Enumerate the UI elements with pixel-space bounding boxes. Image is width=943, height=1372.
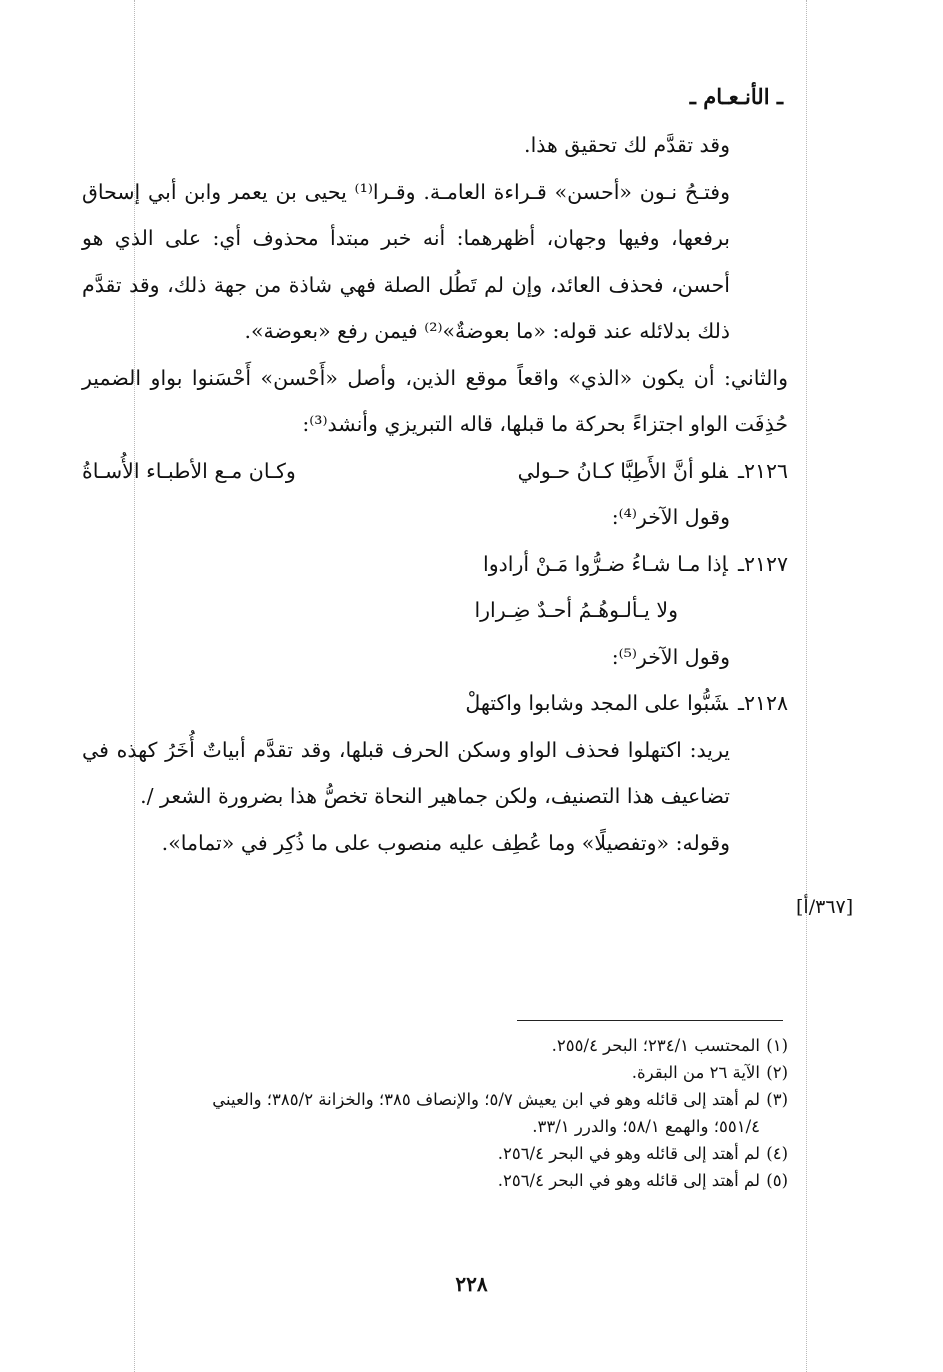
footnote: [82, 1032, 788, 1059]
verse-first-hemistich: شَبُّوا على المجد وشابوا واكتهلْ: [465, 691, 728, 715]
footnote-number: (٣): [766, 1090, 788, 1109]
footnote-separator: [517, 1020, 783, 1021]
verse-intro: وقول الآخر⁽⁴⁾:: [611, 505, 730, 529]
footnote-number: (١): [766, 1036, 788, 1055]
main-text: [82, 122, 788, 866]
margin-guide: [806, 0, 807, 1372]
footnotes: [82, 1032, 788, 1194]
paragraph: وقد تقدَّم لك تحقيق هذا.: [524, 133, 730, 157]
verse-number: ٢١٢٧ـ: [737, 551, 788, 576]
verse-first-hemistich: إذا مـا شـاءُ ضـرُّوا مَـنْ أرادوا: [483, 551, 728, 576]
paragraph: والثاني: أن يكون «الذي» واقعاً موقع الذين، وأصل «أَحْسن» أَحْسَنوا بواو الضمير حُذِفَت الواو اجتزاءً بحركة ما قبلها، قاله التبريزي وأنشد⁽³⁾:: [82, 365, 788, 436]
verse-2126: [82, 448, 788, 495]
footnote-text: المحتسب ٢٣٤/١؛ البحر ٢٥٥/٤.: [551, 1036, 760, 1055]
paragraph: يريد: اكتهلوا فحذف الواو وسكن الحرف قبلها، وقد تقدَّم أبياتٌ أُخَرُ كهذه في تضاعيف هذا التصنيف، ولكن جماهير النحاة تخصُّ هذا بضرورة الشعر /.: [82, 737, 730, 808]
footnote-text: لم أهتد إلى قائله وهو في البحر ٢٥٦/٤.: [497, 1144, 760, 1163]
footnote: [82, 1167, 788, 1194]
footnote: [82, 1086, 788, 1113]
manuscript-folio-reference: [٣٦٧/أ]: [796, 896, 854, 918]
footnote-number: (٤): [766, 1144, 788, 1163]
verse-number: ٢١٢٨ـ: [737, 691, 788, 715]
footnote-continuation: ٥٥١/٤؛ والهمع ٥٨/١؛ والدرر ٣٣/١.: [532, 1117, 760, 1136]
page-number: ٢٢٨: [455, 1272, 488, 1296]
paragraph: وفتـحُ نـون «أحسن» قـراءة العامـة. وقـرا⁽¹⁾ يحيى بن يعمر وابن أبي إسحاق برفعها، وفيها وجهان، أظهرهما: أنه خبر مبتدأ محذوف أي: على الذي هو أحسن، فحذف العائد، وإن لم تَطُل الصلة فهي شاذة من جهة ذلك، وقد تقدَّم ذلك بدلائله عند قوله: «ما بعوضةٌ»⁽²⁾ فيمن رفع «بعوضة».: [82, 179, 730, 343]
verse-second-hemistich: ولا يـألـوهُـمُ أحـدٌ ضِـرارا: [474, 598, 678, 622]
footnote: [82, 1140, 788, 1167]
verse-number: ٢١٢٦ـ: [737, 458, 788, 483]
footnote-number: (٥): [766, 1171, 788, 1190]
footnote-text: لم أهتد إلى قائله وهو في ابن يعيش ٥/٧؛ والإنصاف ٣٨٥؛ والخزانة ٣٨٥/٢؛ والعيني: [212, 1090, 760, 1109]
footnote: [82, 1059, 788, 1086]
footnote-number: (٢): [766, 1063, 788, 1082]
footnote-text: لم أهتد إلى قائله وهو في البحر ٢٥٦/٤.: [497, 1171, 760, 1190]
paragraph: وقوله: «وتفصيلًا» وما عُطِف عليه منصوب على ما ذُكِر في «تماما».: [161, 830, 730, 855]
footnote-text: الآية ٢٦ من البقرة.: [631, 1063, 760, 1082]
verse-2128: [82, 680, 788, 727]
verse-second-hemistich: وكـان مـع الأطبـاء الأُسـاةُ: [82, 458, 296, 483]
running-header: ـ الأنـعـام ـ: [689, 84, 783, 109]
verse-2127: [82, 541, 788, 588]
verse-first-hemistich: فلو أنَّ الأَطِبَّا كـانُ حـولي: [517, 458, 728, 483]
verse-intro: وقول الآخر⁽⁵⁾:: [611, 644, 730, 669]
